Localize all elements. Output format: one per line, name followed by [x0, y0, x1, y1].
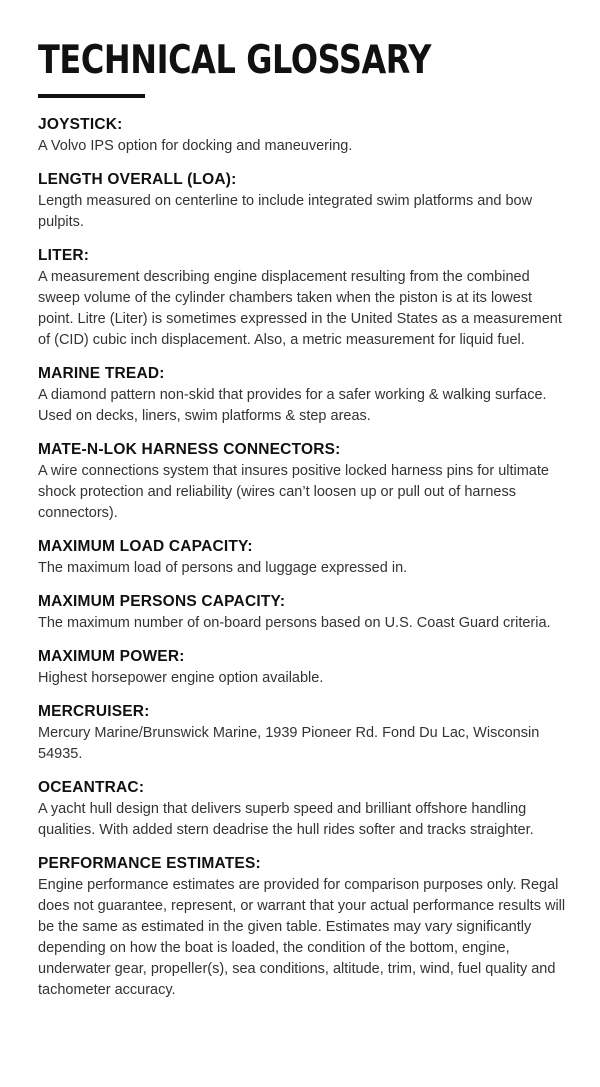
glossary-entry-maximum-load-capacity — [38, 536, 568, 579]
glossary-entry-maximum-persons-capacity — [38, 591, 568, 634]
glossary-term: MAXIMUM POWER: — [38, 648, 185, 665]
glossary-entry-oceantrac — [38, 777, 568, 841]
glossary-definition: Length measured on centerline to include integrated swim platforms and bow pulpits. — [38, 193, 533, 230]
glossary-term: MATE-N-LOK HARNESS CONNECTORS: — [38, 441, 341, 458]
glossary-term: LITER: — [38, 247, 90, 264]
glossary-term: OCEANTRAC: — [38, 779, 145, 796]
glossary-definition: A wire connections system that insures positive locked harness pins for ultimate shock protection and reliability (wires can’t loosen up or pull out of harness connectors). — [38, 463, 549, 521]
glossary-list — [38, 114, 568, 1001]
glossary-definition: The maximum load of persons and luggage expressed in. — [38, 560, 408, 576]
glossary-entry-liter — [38, 245, 568, 351]
glossary-entry-length-overall — [38, 169, 568, 233]
glossary-term: MERCRUISER: — [38, 703, 150, 720]
glossary-definition: A Volvo IPS option for docking and maneuvering. — [38, 138, 353, 154]
glossary-page — [38, 0, 568, 1013]
title-underline — [38, 94, 145, 98]
glossary-entry-joystick — [38, 114, 568, 157]
glossary-term: MARINE TREAD: — [38, 365, 165, 382]
glossary-entry-marine-tread — [38, 363, 568, 427]
glossary-definition: A measurement describing engine displacement resulting from the combined sweep volume of the cylinder chambers taken when the piston is at its lowest point. Litre (Liter) is sometimes expressed in the United States as a measurement of (CID) cubic inch displacement. Also, a metric measurement for liquid fuel. — [38, 269, 562, 348]
glossary-entry-maximum-power — [38, 646, 568, 689]
glossary-entry-mate-n-lok — [38, 439, 568, 524]
glossary-term: JOYSTICK: — [38, 116, 123, 133]
glossary-definition: Highest horsepower engine option available. — [38, 670, 324, 686]
glossary-term: MAXIMUM PERSONS CAPACITY: — [38, 593, 286, 610]
glossary-definition: Engine performance estimates are provided for comparison purposes only. Regal does not guarantee, represent, or warrant that your actual performance results will be the same as estimated in the given table. Estimates may vary significantly depending on how the boat is loaded, the condition of the bottom, engine, underwater gear, propeller(s), sea conditions, altitude, trim, wind, fuel quality and tachometer accuracy. — [38, 877, 566, 998]
glossary-term: PERFORMANCE ESTIMATES: — [38, 855, 261, 872]
glossary-term: MAXIMUM LOAD CAPACITY: — [38, 538, 253, 555]
glossary-entry-mercruiser — [38, 701, 568, 765]
glossary-definition: A diamond pattern non-skid that provides for a safer working & walking surface. Used on decks, liners, swim platforms & step areas. — [38, 387, 547, 424]
glossary-definition: A yacht hull design that delivers superb speed and brilliant offshore handling qualities. With added stern deadrise the hull rides softer and tracks straighter. — [38, 801, 534, 838]
page-title: TECHNICAL GLOSSARY — [38, 38, 431, 83]
glossary-term: LENGTH OVERALL (LOA): — [38, 171, 237, 188]
glossary-definition: The maximum number of on-board persons based on U.S. Coast Guard criteria. — [38, 615, 551, 631]
glossary-entry-performance-estimates — [38, 853, 568, 1001]
glossary-definition: Mercury Marine/Brunswick Marine, 1939 Pioneer Rd. Fond Du Lac, Wisconsin 54935. — [38, 725, 540, 762]
